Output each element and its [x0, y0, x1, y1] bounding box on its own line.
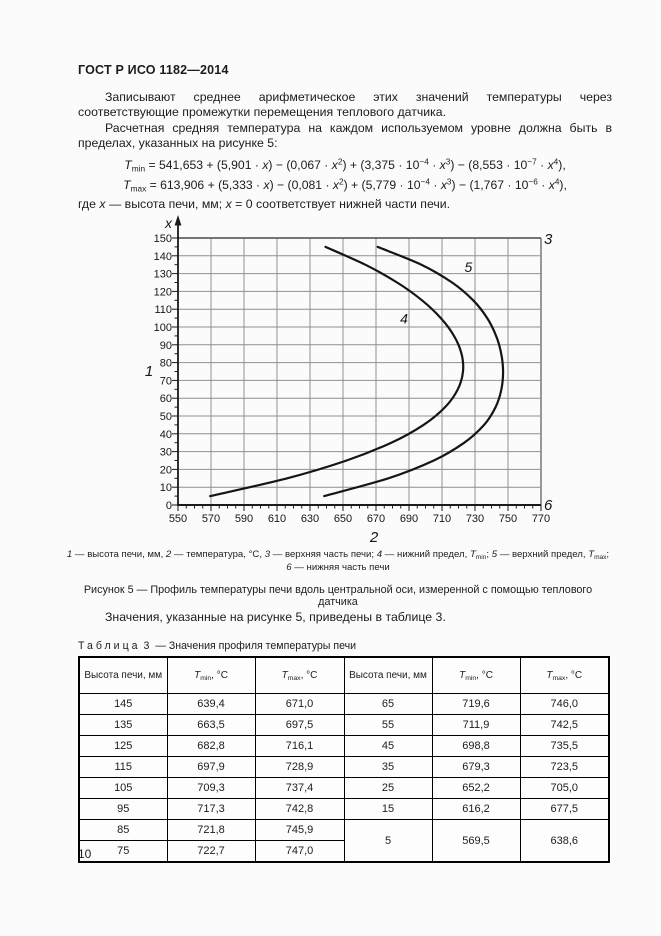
formula-block — [78, 155, 612, 195]
values-reference-line — [78, 610, 612, 624]
cell-tmin: 717,3 — [167, 799, 255, 820]
cell-tmin: 709,3 — [167, 778, 255, 799]
x-tick-label: 570 — [201, 513, 221, 525]
formula-tmin: $T_{min} = 541,653 + (5,901 \cdot x) - (0,067 \cdot x^2) + (3,375 \cdot 10^{-4} \cdot x^3) - (8,553 \cdot 10^{-7} \cdot x^4)$, — [124, 156, 566, 174]
x-tick-label: 770 — [531, 513, 551, 525]
callout-2-temperature: 2 — [369, 529, 379, 546]
figure-legend — [64, 549, 612, 574]
cell-tmax: 677,5 — [520, 799, 609, 820]
page-number: 10 — [78, 847, 92, 861]
cell-tmax: 735,5 — [520, 736, 609, 757]
x-tick-label: 650 — [333, 513, 353, 525]
cell-tmax: 742,8 — [255, 799, 344, 820]
header-height: Высота печи, мм — [344, 657, 432, 694]
values-reference-text: Значения, указанные на рисунке 5, приведены в таблице 3. — [105, 610, 446, 624]
table-3 — [78, 656, 610, 863]
figure-legend-line2: 6 — нижняя часть печи — [286, 561, 390, 573]
callout-1-height: 1 — [144, 363, 154, 380]
table-row — [79, 820, 609, 841]
cell-tmin: 639,4 — [167, 694, 255, 715]
table-row — [79, 757, 609, 778]
curve-callout-4: 4 — [400, 310, 408, 327]
header-tmax: $T_{max}$, °С — [520, 657, 609, 694]
cell-tmin: 682,8 — [167, 736, 255, 757]
figure-legend-line1: 1 — высота печи, мм, 2 — температура, °С, 3 — верхняя часть печи; 4 — нижний предел, $T_{min}$; 5 — верхний предел, $T_{max}$; — [66, 549, 610, 561]
cell-tmin: 722,7 — [167, 841, 255, 863]
document-title: ГОСТ Р ИСО 1182—2014 — [78, 63, 229, 77]
x-tick-label: 670 — [366, 513, 386, 525]
y-tick-label: 60 — [159, 393, 172, 406]
cell-tmax: 728,9 — [255, 757, 344, 778]
table-row — [79, 694, 609, 715]
x-tick-label: 710 — [432, 513, 452, 525]
x-tick-label: 590 — [234, 513, 254, 525]
cell-tmax: 746,0 — [520, 694, 609, 715]
cell-height: 15 — [344, 799, 432, 820]
cell-tmin: 721,8 — [167, 820, 255, 841]
cell-tmin: 616,2 — [432, 799, 520, 820]
cell-height: 85 — [79, 820, 167, 841]
body-text — [78, 90, 612, 212]
cell-tmax: 671,0 — [255, 694, 344, 715]
cell-height: 145 — [79, 694, 167, 715]
callout-3-furnace-top: 3 — [544, 231, 553, 248]
cell-height: 115 — [79, 757, 167, 778]
cell-tmax: 638,6 — [520, 820, 609, 863]
cell-tmin: 711,9 — [432, 715, 520, 736]
cell-height: 5 — [344, 820, 432, 863]
paragraph-record-average: Записывают среднее арифметическое этих значений температуры через соответствующие промежутки перемещения теплового датчика. — [78, 90, 612, 120]
paragraph-calc-temperature: Расчетная средняя температура на каждом используемом уровне должна быть в пределах, указанных на рисунке 5: — [78, 120, 612, 150]
table-caption-number: 3 — [143, 640, 153, 652]
table-caption — [78, 640, 356, 652]
y-tick-label: 70 — [159, 375, 172, 388]
cell-height: 75 — [79, 841, 167, 863]
y-tick-label: 40 — [159, 428, 172, 441]
cell-tmax: 716,1 — [255, 736, 344, 757]
cell-tmax: 723,5 — [520, 757, 609, 778]
y-tick-label: 30 — [159, 446, 172, 459]
y-tick-label: 20 — [159, 464, 172, 477]
table-row — [79, 799, 609, 820]
table-caption-label: Таблица — [78, 640, 141, 652]
cell-height: 125 — [79, 736, 167, 757]
cell-tmin: 652,2 — [432, 778, 520, 799]
cell-tmax: 705,0 — [520, 778, 609, 799]
curve-tmin-lower-limit — [210, 247, 463, 496]
callout-6-furnace-bottom: 6 — [544, 497, 553, 514]
where-clause: где x — высота печи, мм; x = 0 соответствует нижней части печи. — [78, 197, 451, 212]
header-tmin: $T_{min}$, °С — [167, 657, 255, 694]
cell-height: 65 — [344, 694, 432, 715]
cell-height: 105 — [79, 778, 167, 799]
header-height: Высота печи, мм — [79, 657, 167, 694]
cell-height: 45 — [344, 736, 432, 757]
table-header-row — [79, 657, 609, 694]
cell-height: 135 — [79, 715, 167, 736]
y-axis-letter: x — [165, 215, 172, 231]
y-tick-label: 80 — [159, 357, 172, 370]
cell-height: 55 — [344, 715, 432, 736]
y-tick-label: 0 — [165, 500, 172, 512]
cell-tmin: 569,5 — [432, 820, 520, 863]
cell-tmin: 663,5 — [167, 715, 255, 736]
x-tick-label: 690 — [399, 513, 419, 525]
y-tick-label: 10 — [159, 482, 172, 495]
header-tmax: $T_{max}$, °С — [255, 657, 344, 694]
cell-tmin: 719,6 — [432, 694, 520, 715]
table-row — [79, 778, 609, 799]
figure-5-chart — [130, 213, 560, 547]
y-tick-label: 90 — [159, 339, 172, 352]
cell-tmin: 698,8 — [432, 736, 520, 757]
x-tick-label: 550 — [168, 513, 188, 525]
y-tick-label: 120 — [153, 286, 172, 299]
table-caption-text: — Значения профиля температуры печи — [155, 640, 357, 652]
x-tick-label: 730 — [465, 513, 485, 525]
cell-tmax: 745,9 — [255, 820, 344, 841]
x-tick-label: 610 — [267, 513, 287, 525]
cell-tmax: 747,0 — [255, 841, 344, 863]
y-tick-label: 130 — [153, 268, 172, 281]
formula-tmax: $T_{max} = 613,906 + (5,333 \cdot x) - (0,081 \cdot x^2) + (5,779 \cdot 10^{-4} \cdot x^3) - (1,767 \cdot 10^{-6} \cdot x^4)$, — [123, 176, 567, 194]
y-tick-label: 150 — [153, 233, 172, 245]
x-tick-label: 630 — [300, 513, 320, 525]
figure-caption: Рисунок 5 — Профиль температуры печи вдоль центральной оси, измеренной с помощью теплового датчика — [83, 584, 593, 608]
y-axis-arrow — [175, 215, 182, 226]
cell-height: 25 — [344, 778, 432, 799]
y-tick-label: 50 — [159, 411, 172, 423]
cell-tmax: 697,5 — [255, 715, 344, 736]
cell-tmin: 679,3 — [432, 757, 520, 778]
cell-height: 95 — [79, 799, 167, 820]
curve-callout-5: 5 — [464, 258, 473, 275]
cell-tmin: 697,9 — [167, 757, 255, 778]
cell-height: 35 — [344, 757, 432, 778]
header-tmin: $T_{min}$, °С — [432, 657, 520, 694]
cell-tmax: 742,5 — [520, 715, 609, 736]
x-tick-label: 750 — [498, 513, 518, 525]
table-row — [79, 715, 609, 736]
y-tick-label: 110 — [154, 304, 172, 317]
table-row — [79, 736, 609, 757]
y-tick-label: 140 — [153, 250, 172, 263]
y-tick-label: 100 — [153, 322, 172, 334]
cell-tmax: 737,4 — [255, 778, 344, 799]
